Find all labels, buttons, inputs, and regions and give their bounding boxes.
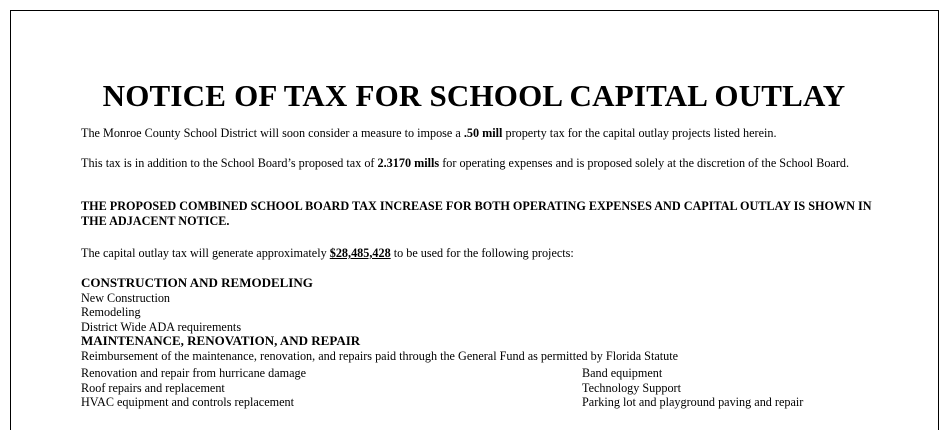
intro2-post: for operating expenses and is proposed solely at the discretion of the School Board. bbox=[439, 156, 850, 170]
revenue-paragraph bbox=[81, 246, 881, 261]
list-item: Roof repairs and replacement bbox=[81, 380, 225, 395]
operating-mill-rate: 2.3170 mills bbox=[377, 156, 440, 170]
intro1-post: property tax for the capital outlay projects listed herein. bbox=[502, 126, 777, 140]
reimbursement-item: Reimbursement of the maintenance, renovation, and repairs paid through the General Fund as permitted by Florida Statute bbox=[81, 348, 679, 363]
revenue-post: to be used for the following projects: bbox=[390, 246, 574, 260]
list-item: Renovation and repair from hurricane damage bbox=[81, 366, 307, 380]
list-item: New Construction bbox=[81, 290, 171, 305]
combined-increase-notice: THE PROPOSED COMBINED SCHOOL BOARD TAX INCREASE FOR BOTH OPERATING EXPENSES AND CAPITAL OUTLAY IS SHOWN IN THE ADJACENT NOTICE. bbox=[81, 199, 872, 228]
list-item: Technology Support bbox=[582, 380, 682, 395]
list-item: District Wide ADA requirements bbox=[81, 319, 242, 334]
intro-paragraph-mill bbox=[81, 126, 881, 141]
intro2-pre: This tax is in addition to the School Board’s proposed tax of bbox=[81, 156, 378, 170]
list-item: Band equipment bbox=[582, 366, 663, 380]
list-item: Parking lot and playground paving and repair bbox=[582, 395, 804, 409]
list-item: Remodeling bbox=[81, 305, 141, 319]
list-item: HVAC equipment and controls replacement bbox=[81, 395, 294, 409]
construction-heading: CONSTRUCTION AND REMODELING bbox=[81, 275, 313, 290]
maintenance-heading: MAINTENANCE, RENOVATION, AND REPAIR bbox=[81, 333, 361, 348]
revenue-amount: $28,485,428 bbox=[329, 246, 391, 260]
intro-paragraph-operating bbox=[81, 156, 881, 171]
notice-title: NOTICE OF TAX FOR SCHOOL CAPITAL OUTLAY bbox=[102, 78, 846, 113]
mill-rate: .50 mill bbox=[463, 126, 503, 140]
project-list bbox=[81, 276, 678, 363]
revenue-pre: The capital outlay tax will generate approximately bbox=[81, 246, 330, 260]
intro1-pre: The Monroe County School District will soon consider a measure to impose a bbox=[81, 126, 464, 140]
